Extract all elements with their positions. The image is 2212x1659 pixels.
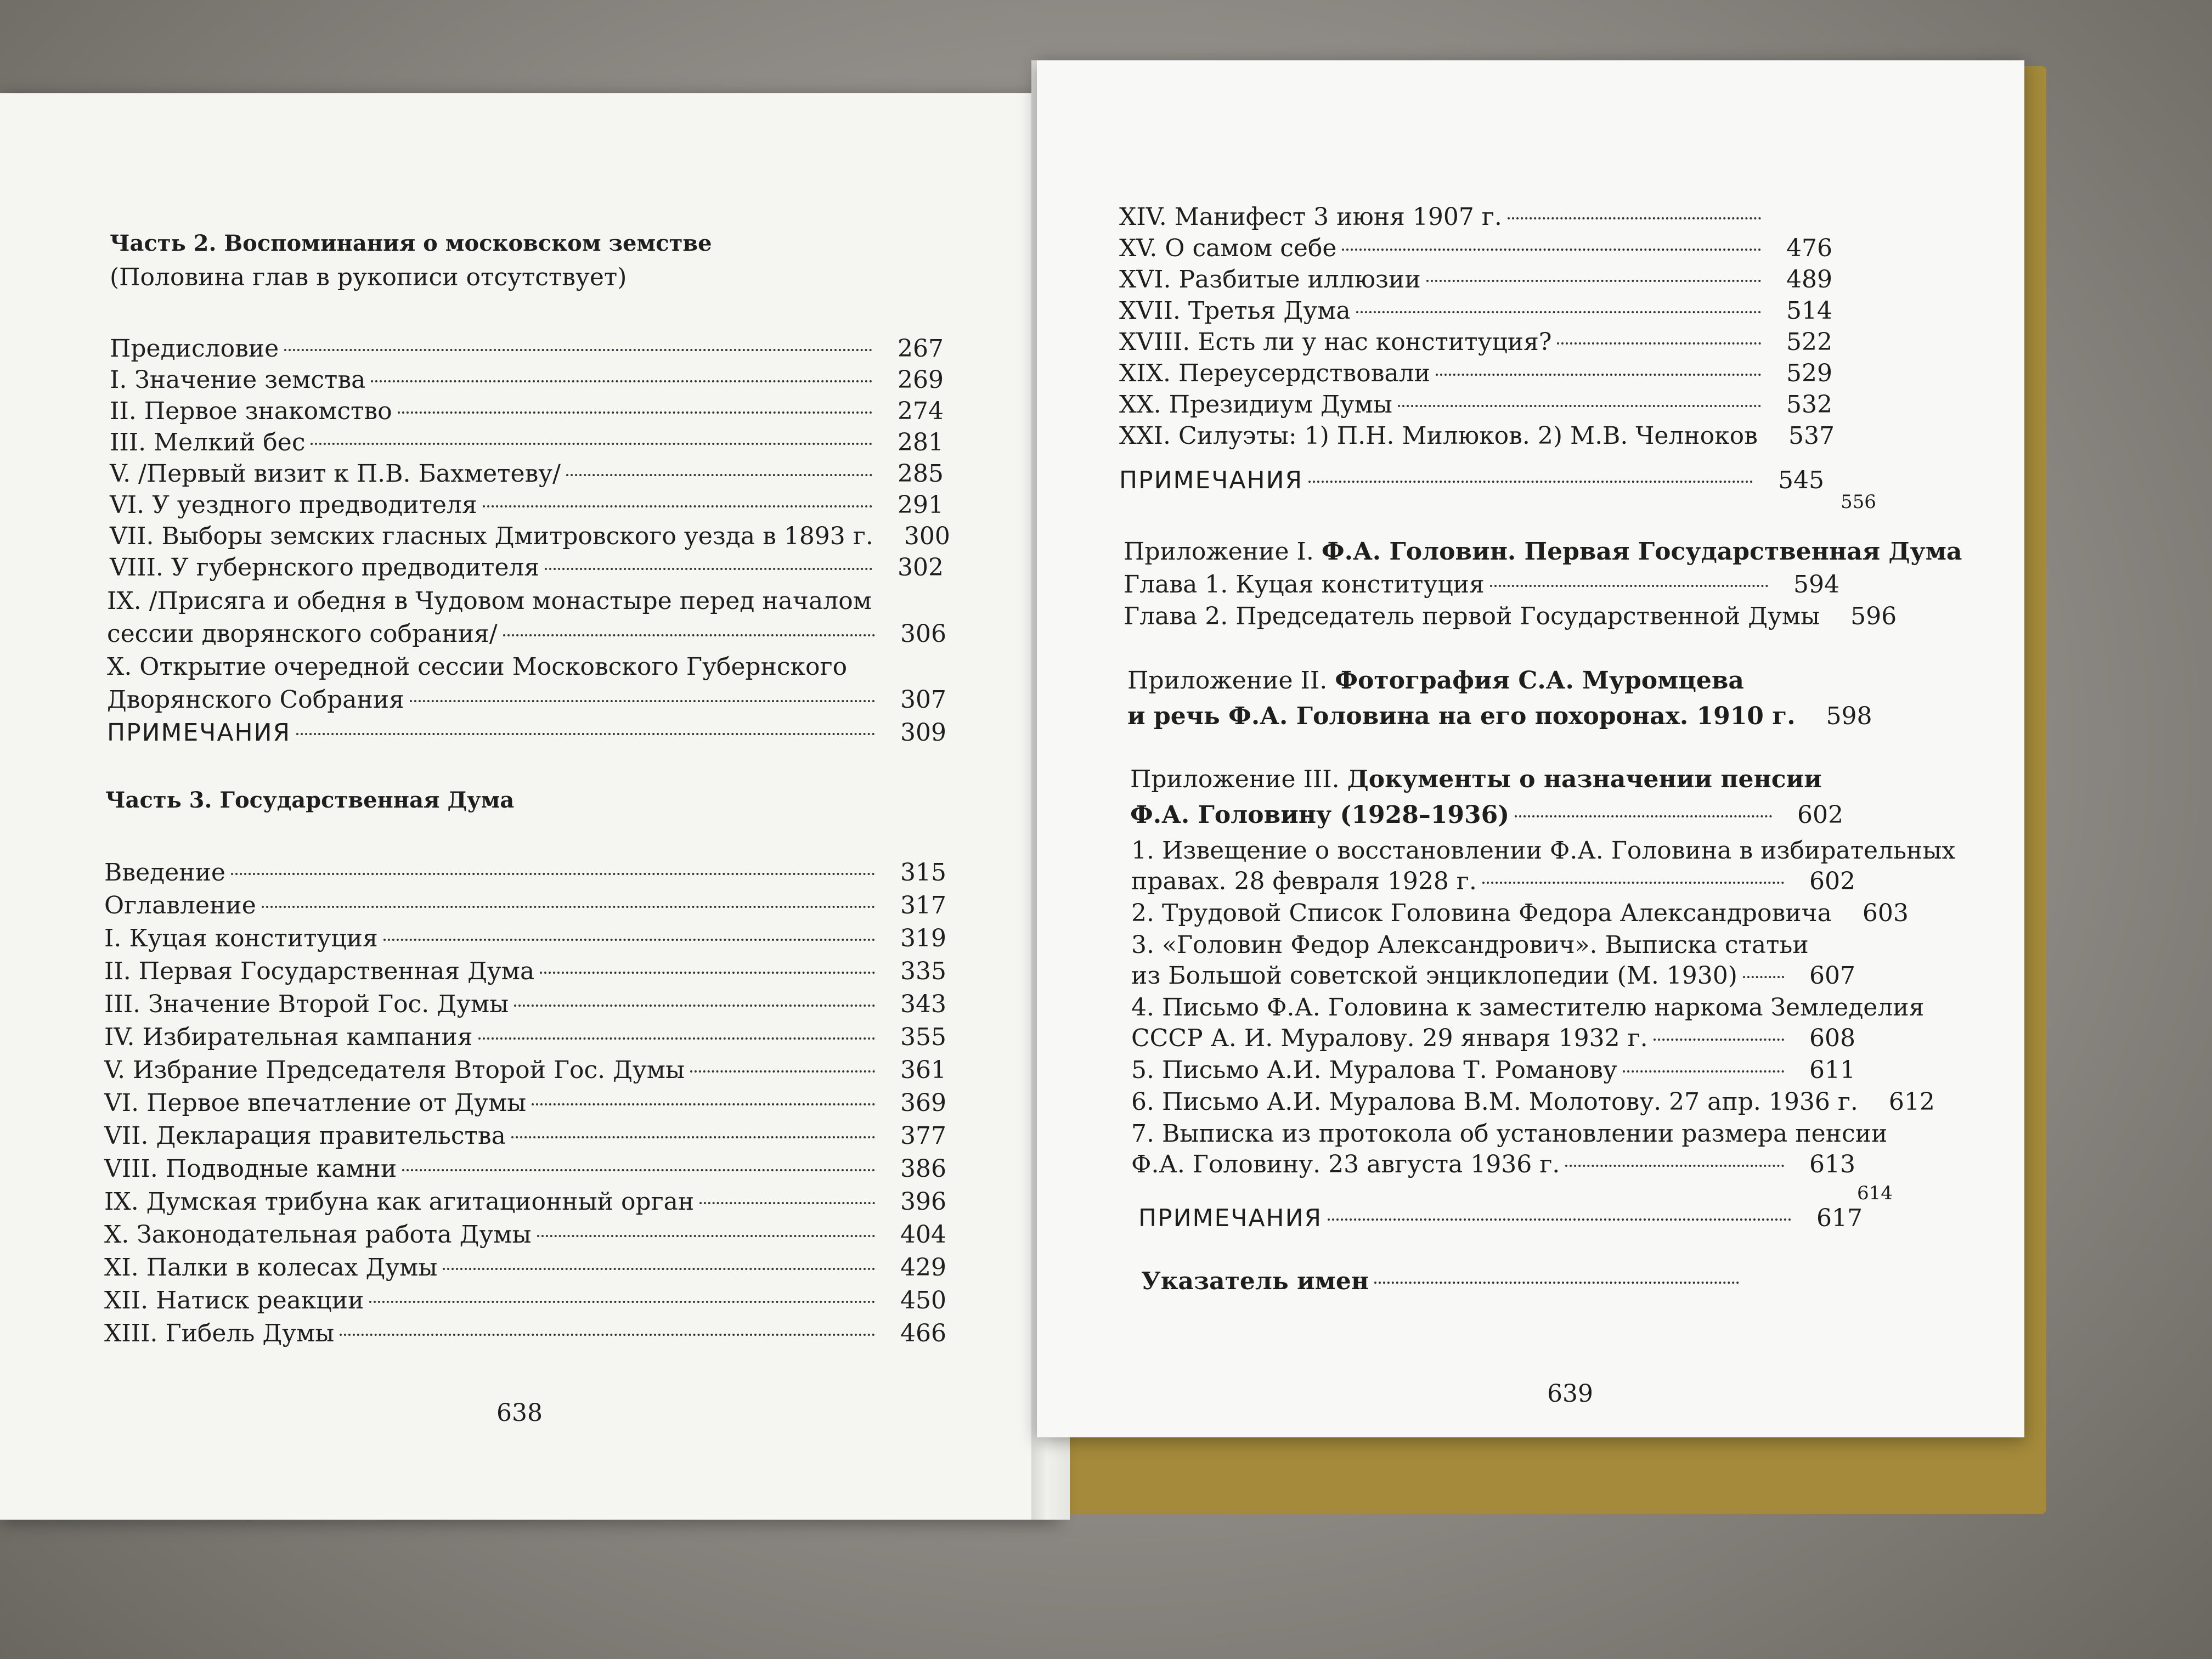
toc-entry-page: 602 <box>1797 801 1843 829</box>
toc-entry-page: 319 <box>900 924 946 952</box>
toc-entry <box>104 1319 946 1347</box>
leader-dots <box>1328 1218 1791 1221</box>
toc-entry-page: 302 <box>898 554 944 582</box>
toc-entry-page: 598 <box>1826 702 1872 730</box>
leader-dots <box>1490 585 1768 587</box>
leader-dots <box>1398 405 1761 407</box>
toc-entry-title: XXI. Силуэты: 1) П.Н. Милюков. 2) М.В. Челноков <box>1119 422 1758 450</box>
toc-entry <box>104 990 946 1018</box>
toc-entry-page: 514 <box>1786 297 1832 325</box>
toc-entry <box>110 397 944 425</box>
toc-entry-page: 532 <box>1786 391 1832 419</box>
toc-entry <box>1119 266 1832 294</box>
leader-dots <box>402 1169 875 1171</box>
toc-entry-title: VII. Декларация правительства <box>104 1122 506 1150</box>
part3-title: Часть 3. Государственная Дума <box>105 787 515 813</box>
leader-dots <box>1565 1165 1784 1167</box>
toc-entry <box>110 491 944 519</box>
appendix-1-title <box>1124 538 1962 566</box>
toc-entry <box>104 859 946 887</box>
toc-entry-title: Указатель имен <box>1141 1267 1369 1295</box>
toc-entry <box>110 428 944 456</box>
toc-entry <box>104 1286 946 1314</box>
leader-dots <box>540 972 875 974</box>
toc-entry-page: 522 <box>1786 328 1832 356</box>
toc-entry <box>110 335 944 363</box>
toc-entry-page: 267 <box>898 335 944 363</box>
toc-entry-notes-2 <box>1138 1204 1863 1232</box>
leader-dots <box>231 873 875 875</box>
leader-dots <box>1374 1282 1739 1284</box>
toc-entry-page: 537 <box>1788 422 1835 450</box>
leader-dots <box>410 700 875 702</box>
toc-entry <box>104 1254 946 1282</box>
leader-dots <box>1654 1039 1784 1041</box>
toc-entry-page: 607 <box>1809 962 1855 990</box>
toc-entry-page: 309 <box>900 719 946 747</box>
leader-dots <box>483 505 872 507</box>
leader-dots <box>532 1103 875 1105</box>
toc-entry-title: VIII. У губернского предводителя <box>110 554 540 582</box>
appendix-prefix: Приложение III. <box>1130 765 1340 793</box>
toc-entry-title: и речь Ф.А. Головина на его похоронах. 1910 г. <box>1127 702 1796 730</box>
part2-note: (Половина глав в рукописи отсутствует) <box>110 263 627 291</box>
toc-entry-title: VI. У уездного предводителя <box>110 491 477 519</box>
toc-entry-title: XV. О самом себе <box>1119 234 1337 262</box>
toc-entry-index <box>1141 1267 1745 1295</box>
leader-dots <box>296 733 875 735</box>
toc-entry-notes-1 <box>1119 466 1824 494</box>
toc-entry-title: ПРИМЕЧАНИЯ <box>1119 466 1304 494</box>
toc-entry-page: 608 <box>1809 1024 1855 1052</box>
toc-entry <box>104 891 946 919</box>
toc-entry-notes <box>107 719 946 747</box>
toc-entry-page: 617 <box>1816 1204 1863 1232</box>
toc-entry-page: 429 <box>900 1254 946 1282</box>
toc-entry-title: XVI. Разбитые иллюзии <box>1119 266 1421 294</box>
toc-entry-page: 306 <box>900 620 946 648</box>
leader-dots <box>699 1202 875 1204</box>
toc-entry <box>104 1089 946 1117</box>
toc-entry-page: 377 <box>900 1122 946 1150</box>
leader-dots <box>340 1334 875 1336</box>
toc-entry-page: 361 <box>900 1056 946 1084</box>
doc-entry <box>1131 1056 1855 1084</box>
leader-dots <box>1623 1070 1784 1073</box>
toc-entry-title: ПРИМЕЧАНИЯ <box>1138 1204 1323 1232</box>
toc-entry <box>1124 571 1839 599</box>
toc-entry-page: 404 <box>900 1221 946 1249</box>
toc-entry-page: 396 <box>900 1188 946 1216</box>
toc-entry-x <box>107 686 946 714</box>
leader-dots <box>1482 882 1784 884</box>
toc-entry-title: СССР А. И. Муралову. 29 января 1932 г. <box>1131 1024 1648 1052</box>
doc-entry <box>1131 1024 1855 1052</box>
toc-entry-title: 6. Письмо А.И. Муралова В.М. Молотову. 27 апр. 1936 г. <box>1131 1088 1858 1116</box>
toc-entry-page: 386 <box>900 1155 946 1183</box>
leader-dots <box>371 380 872 382</box>
toc-entry-page: 603 <box>1862 899 1909 927</box>
toc-entry-page: 274 <box>898 397 944 425</box>
doc-entry <box>1131 1088 1935 1116</box>
toc-entry-title: Глава 1. Куцая конституция <box>1124 571 1485 599</box>
toc-entry <box>104 1188 946 1216</box>
toc-entry-page: 476 <box>1786 234 1832 262</box>
toc-entry-title: правах. 28 февраля 1928 г. <box>1131 867 1477 895</box>
toc-entry-title: Дворянского Собрания <box>107 686 404 714</box>
toc-entry-title: IX. Думская трибуна как агитационный орган <box>104 1188 695 1216</box>
right-page <box>1037 60 2024 1437</box>
toc-entry-ix-line1: IX. /Присяга и обедня в Чудовом монастыре перед началом <box>107 587 872 615</box>
leader-dots <box>1743 976 1784 978</box>
appendix-3-title <box>1130 765 1822 793</box>
doc-entry <box>1131 867 1855 895</box>
toc-entry-title: I. Значение земства <box>110 366 366 394</box>
toc-entry <box>110 460 944 488</box>
leader-dots <box>1508 217 1761 219</box>
leader-dots <box>284 349 872 351</box>
toc-entry-page: 489 <box>1786 266 1832 294</box>
page-number-right: 639 <box>1547 1380 1593 1408</box>
toc-entry-page: 269 <box>898 366 944 394</box>
toc-entry <box>104 1155 946 1183</box>
toc-entry-title: VIII. Подводные камни <box>104 1155 397 1183</box>
toc-entry-title: сессии дворянского собрания/ <box>107 620 498 648</box>
toc-entry-page: 317 <box>900 891 946 919</box>
toc-entry-title: Глава 2. Председатель первой Государственной Думы <box>1124 602 1820 630</box>
doc-entry <box>1131 899 1909 927</box>
doc-entry <box>1131 1150 1855 1178</box>
toc-entry-title: Ф.А. Головину. 23 августа 1936 г. <box>1131 1150 1560 1178</box>
toc-entry-title: VI. Первое впечатление от Думы <box>104 1089 527 1117</box>
leader-dots <box>1426 280 1761 282</box>
toc-entry-page: 612 <box>1888 1088 1935 1116</box>
doc-entry <box>1131 962 1855 990</box>
page-number-left: 638 <box>496 1399 543 1427</box>
toc-entry-x-line1: X. Открытие очередной сессии Московского Губернского <box>107 653 848 681</box>
leader-dots <box>545 568 872 570</box>
toc-entry-page: 307 <box>900 686 946 714</box>
toc-entry <box>1124 602 1897 630</box>
doc-entry-line1: 3. «Головин Федор Александрович». Выписка статьи <box>1131 931 1809 959</box>
toc-entry-title: из Большой советской энциклопедии (М. 1930) <box>1131 962 1737 990</box>
toc-entry-title: III. Мелкий бес <box>110 428 306 456</box>
toc-entry <box>104 1221 946 1249</box>
toc-entry-title: V. Избрание Председателя Второй Гос. Думы <box>104 1056 685 1084</box>
toc-entry-title: I. Куцая конституция <box>104 924 378 952</box>
toc-entry <box>1119 203 1832 231</box>
toc-entry-title: III. Значение Второй Гос. Думы <box>104 990 509 1018</box>
leader-dots <box>690 1070 875 1073</box>
toc-entry-title: XX. Президиум Думы <box>1119 391 1392 419</box>
toc-entry-page: 300 <box>904 522 950 550</box>
appendix-prefix: Приложение II. <box>1127 667 1328 695</box>
leader-dots <box>503 634 875 636</box>
leader-dots <box>537 1235 875 1237</box>
leader-dots <box>514 1005 875 1007</box>
toc-entry-page: 369 <box>900 1089 946 1117</box>
leader-dots <box>1436 374 1761 376</box>
leader-dots <box>1308 481 1753 483</box>
leader-dots <box>566 474 872 476</box>
toc-entry-page: 355 <box>900 1023 946 1051</box>
toc-entry <box>104 1023 946 1051</box>
toc-entry-page: 466 <box>900 1319 946 1347</box>
toc-entry <box>104 957 946 985</box>
toc-entry <box>110 522 950 550</box>
toc-entry <box>1119 234 1832 262</box>
appendix-2-entry <box>1127 702 1872 730</box>
toc-entry-title: V. /Первый визит к П.В. Бахметеву/ <box>110 460 561 488</box>
leader-dots <box>1356 311 1761 313</box>
appendix-title: Ф.А. Головин. Первая Государственная Дума <box>1321 538 1962 566</box>
toc-entry <box>104 1122 946 1150</box>
toc-entry-page: 343 <box>900 990 946 1018</box>
appendix-3-entry <box>1130 801 1843 829</box>
toc-entry-title: Введение <box>104 859 225 887</box>
toc-entry <box>110 554 944 582</box>
toc-entry-page: 285 <box>898 460 944 488</box>
toc-entry <box>1119 328 1832 356</box>
leader-dots <box>511 1136 875 1138</box>
doc-entry-line1: 1. Извещение о восстановлении Ф.А. Головина в избирательных <box>1131 837 1956 865</box>
toc-entry-ix <box>107 620 946 648</box>
toc-entry-title: IV. Избирательная кампания <box>104 1023 473 1051</box>
leader-dots <box>478 1037 875 1040</box>
toc-entry-title: X. Законодательная работа Думы <box>104 1221 532 1249</box>
leader-dots <box>383 939 875 941</box>
toc-entry-page: 335 <box>900 957 946 985</box>
toc-entry-page: 596 <box>1850 602 1897 630</box>
leader-dots <box>443 1268 875 1270</box>
toc-entry-page: 602 <box>1809 867 1855 895</box>
toc-entry-title: Предисловие <box>110 335 279 363</box>
leader-dots <box>1557 342 1761 345</box>
toc-entry <box>1119 391 1832 419</box>
leader-dots <box>311 443 872 445</box>
leader-dots <box>369 1301 875 1303</box>
toc-entry-title: XIX. Переусердствовали <box>1119 359 1430 387</box>
toc-entry-title: 2. Трудовой Список Головина Федора Александровича <box>1131 899 1832 927</box>
toc-entry-title: Ф.А. Головину (1928–1936) <box>1130 801 1510 829</box>
toc-entry-title: XIII. Гибель Думы <box>104 1319 335 1347</box>
toc-entry-title: XIV. Манифест 3 июня 1907 г. <box>1119 203 1502 231</box>
toc-entry-title: XVII. Третья Дума <box>1119 297 1351 325</box>
toc-entry-page: 613 <box>1809 1150 1855 1178</box>
toc-page-number: 614 <box>1857 1182 1893 1204</box>
toc-entry <box>1119 297 1832 325</box>
toc-entry-title: ПРИМЕЧАНИЯ <box>107 719 291 747</box>
toc-entry <box>1119 422 1835 450</box>
toc-entry-title: Оглавление <box>104 891 256 919</box>
toc-entry-page: 281 <box>898 428 944 456</box>
toc-entry <box>104 1056 946 1084</box>
toc-entry-page: 450 <box>900 1286 946 1314</box>
part2-title: Часть 2. Воспоминания о московском земстве <box>110 230 712 256</box>
toc-entry-title: 5. Письмо А.И. Муралова Т. Романову <box>1131 1056 1617 1084</box>
toc-entry-title: XI. Палки в колесах Думы <box>104 1254 438 1282</box>
appendix-2-title <box>1127 667 1744 695</box>
toc-entry <box>104 924 946 952</box>
toc-entry-page: 291 <box>898 491 944 519</box>
toc-page-number: 556 <box>1841 491 1876 513</box>
leader-dots <box>398 411 872 414</box>
toc-entry-page: 315 <box>900 859 946 887</box>
leader-dots <box>1515 815 1772 817</box>
left-page <box>0 93 1059 1520</box>
appendix-title: Документы о назначении пенсии <box>1347 765 1822 793</box>
appendix-prefix: Приложение I. <box>1124 538 1314 566</box>
leader-dots <box>1342 249 1761 251</box>
leader-dots <box>262 906 875 908</box>
toc-entry-title: II. Первая Государственная Дума <box>104 957 535 985</box>
toc-entry <box>110 366 944 394</box>
toc-entry-page: 611 <box>1809 1056 1855 1084</box>
doc-entry-line1: 7. Выписка из протокола об установлении размера пенсии <box>1131 1120 1888 1148</box>
toc-entry-title: VII. Выборы земских гласных Дмитровского уезда в 1893 г. <box>110 522 873 550</box>
toc-entry-title: XVIII. Есть ли у нас конституция? <box>1119 328 1552 356</box>
toc-entry-page: 529 <box>1786 359 1832 387</box>
toc-entry-title: II. Первое знакомство <box>110 397 392 425</box>
toc-entry-page: 545 <box>1778 466 1824 494</box>
appendix-title: Фотография С.А. Муромцева <box>1335 667 1744 695</box>
doc-entry-line1: 4. Письмо Ф.А. Головина к заместителю наркома Земледелия <box>1131 994 1925 1022</box>
toc-entry-page: 594 <box>1793 571 1839 599</box>
toc-entry <box>1119 359 1832 387</box>
toc-entry-title: XII. Натиск реакции <box>104 1286 364 1314</box>
